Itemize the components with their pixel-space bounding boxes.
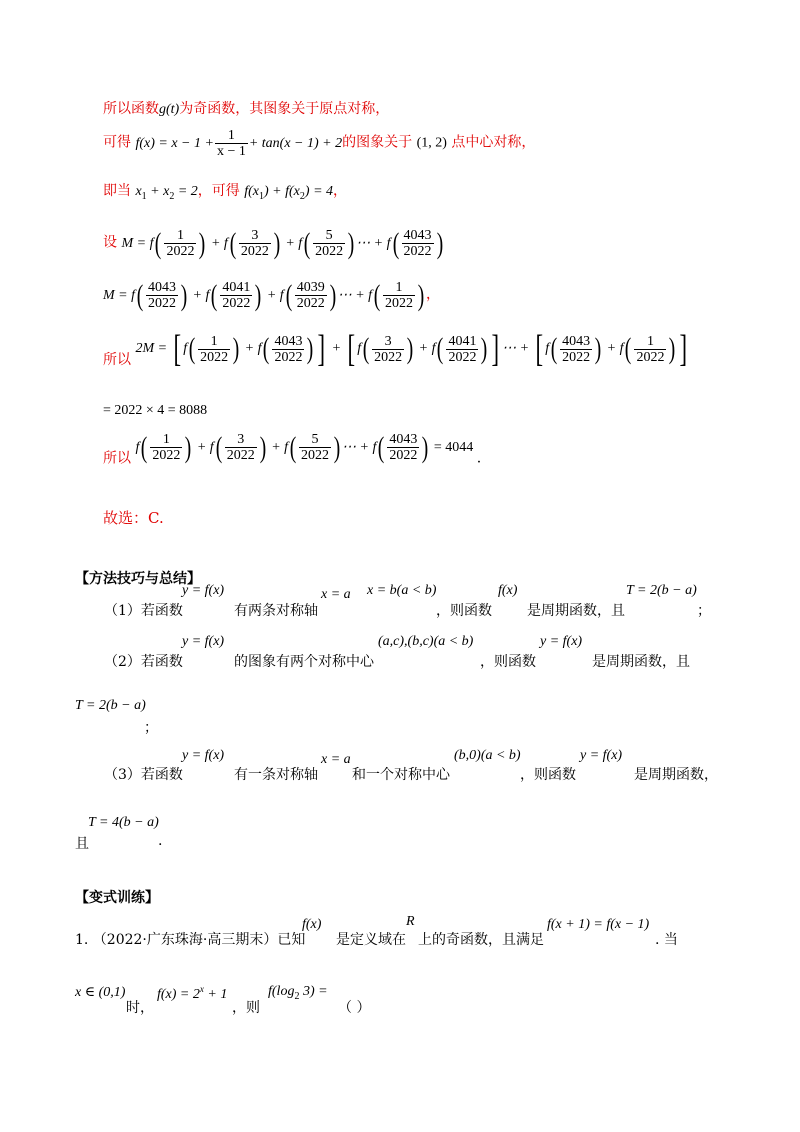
text: 1. （2022·广东珠海·高三期末）已知 <box>75 932 306 948</box>
text: 的图象关于 <box>342 134 413 151</box>
math-sum: $x_1 + x_2 = 2$ <box>135 184 198 202</box>
math-log: $f(\log_2$ 3) = <box>268 984 328 1002</box>
text: ，可得 <box>197 183 240 199</box>
text: 为奇函数，其图象关于原点对称， <box>179 101 390 117</box>
solution-line-3 <box>103 180 347 202</box>
math-y-fx: y = f(x) <box>540 634 583 649</box>
solution-line-5 <box>103 280 440 311</box>
text: 所以函数 <box>103 101 159 117</box>
math-fx-def: $f(x) = 2^x + 1$ <box>157 984 228 1002</box>
method-item-3 <box>104 764 183 784</box>
heading-text: 【变式训练】 <box>75 890 159 906</box>
expr-left: f(x) = x − 1 + <box>135 135 214 151</box>
math-x-a: x = a <box>321 752 351 767</box>
math-y-fx: y = f(x) <box>580 748 623 763</box>
question-1 <box>75 929 305 949</box>
math-y-fx: y = f(x) <box>182 634 225 649</box>
math-fx: f(x) <box>498 583 518 598</box>
period: . <box>476 450 482 467</box>
answer-line <box>103 507 164 528</box>
fraction <box>215 128 248 159</box>
solution-line-2 <box>103 128 535 159</box>
text: （1）若函数 <box>104 603 183 619</box>
math-domain: x ∈ (0,1) <box>75 985 126 1000</box>
text: ，则函数 <box>436 603 492 619</box>
fsum-eq: = 4 <box>313 184 334 199</box>
text: 有两条对称轴 <box>234 603 318 619</box>
math-y-fx: y = f(x) <box>182 583 225 598</box>
text: ， <box>333 183 348 199</box>
solution-line-6 <box>103 330 690 369</box>
math-point: (1, 2) <box>416 135 447 151</box>
text: 所以 <box>103 450 131 467</box>
math-y-fx: y = f(x) <box>182 748 225 763</box>
math-g-t: g(t) <box>159 102 180 117</box>
expr-right: + tan(x − 1) + 2 <box>248 135 343 151</box>
practice-heading <box>75 887 159 907</box>
solution-line-8 <box>103 432 481 468</box>
math-fx: f(x) <box>302 917 322 932</box>
numerator: 1 <box>227 128 235 143</box>
math-product: = 2022 × 4 = 8088 <box>103 403 208 418</box>
math-x-b: x = b(a < b) <box>367 583 437 598</box>
math-2M: 2M = [ f( $\frac{1}{2022}$ ) + f( $\frac{4043}{2022}$ ) ] + [ f( $\frac{3}{2022}$ ) + f( $\frac{4041}{2022}$ ) ] ⋯ + [ f( $\frac{4043}{2022}$ ) + f( $\frac{1}{2022}$ ) ] <box>135 328 688 370</box>
math-M-def: M = f( $\frac{1}{2022}$ ) + f( $\frac{3}{2022}$ ) + f( $\frac{5}{2022}$ ) ⋯ + f( $\frac{4043}{2022}$ ) <box>121 226 443 260</box>
text: 的图象有两个对称中心 <box>234 654 374 670</box>
solution-line-1 <box>103 98 389 118</box>
text: 设 <box>103 234 117 251</box>
solution-line-4 <box>103 228 445 259</box>
text: 所以 <box>103 352 131 369</box>
math-T4: T = 4(b − a) <box>88 815 159 830</box>
math-centers: (a,c),(b,c)(a < b) <box>378 634 474 649</box>
answer-blank: （ ） <box>338 1000 371 1016</box>
math-equation: f(x + 1) = f(x − 1) <box>547 917 650 932</box>
text: 是周期函数，且 <box>527 603 625 619</box>
math-T: T = 2(b − a) <box>626 583 697 598</box>
text: ，则 <box>232 1000 260 1016</box>
method-item-2 <box>104 651 183 671</box>
heading-text: 【方法技巧与总结】 <box>75 571 201 587</box>
text: ，则函数 <box>520 767 576 783</box>
math-M-reverse: M = f( $\frac{4043}{2022}$ ) + f( $\frac{4041}{2022}$ ) + f( $\frac{4039}{2022}$ ) ⋯ + f( $\frac{1}{2022}$ ) <box>103 278 425 312</box>
answer: 故选：C. <box>103 509 164 527</box>
text: ，则函数 <box>480 654 536 670</box>
text: （2）若函数 <box>104 654 183 670</box>
var-M: M <box>121 235 134 251</box>
text: （3）若函数 <box>104 767 183 783</box>
text: 点中心对称， <box>451 134 536 151</box>
text: ； <box>697 603 711 619</box>
text: 时， <box>126 1000 154 1016</box>
text: ； <box>144 720 158 736</box>
method-item-1 <box>104 600 183 620</box>
math-f-def <box>135 128 343 159</box>
text: 是周期函数，且 <box>592 654 690 670</box>
text: 有一条对称轴 <box>234 767 318 783</box>
text: 是周期函数， <box>634 767 718 783</box>
text: 即当 <box>103 183 131 199</box>
math-T: T = 2(b − a) <box>75 698 146 713</box>
math-final-sum: f( $\frac{1}{2022}$ ) + f( $\frac{3}{2022}$ ) + f( $\frac{5}{2022}$ ) ⋯ + f( $\frac{4043}{2022}$ ) = 4044 <box>135 430 474 464</box>
text: 可得 <box>103 134 131 151</box>
math-x-a: x = a <box>321 587 351 602</box>
text: 且 <box>75 836 89 852</box>
denominator: x − 1 <box>216 144 246 159</box>
sum-eq: = 2 <box>177 184 198 199</box>
math-center: (b,0)(a < b) <box>454 748 521 763</box>
text: 是定义域在 <box>336 932 406 948</box>
text: 上的奇函数，且满足 <box>418 932 544 948</box>
math-R: R <box>406 914 415 929</box>
text: ， <box>426 286 441 303</box>
text: 和一个对称中心 <box>352 767 450 783</box>
text: . 当 <box>655 932 678 948</box>
text: . <box>158 833 163 849</box>
math-fsum: $f(x_1) + f(x_2) = 4$ <box>244 184 334 202</box>
solution-line-7 <box>103 402 207 419</box>
